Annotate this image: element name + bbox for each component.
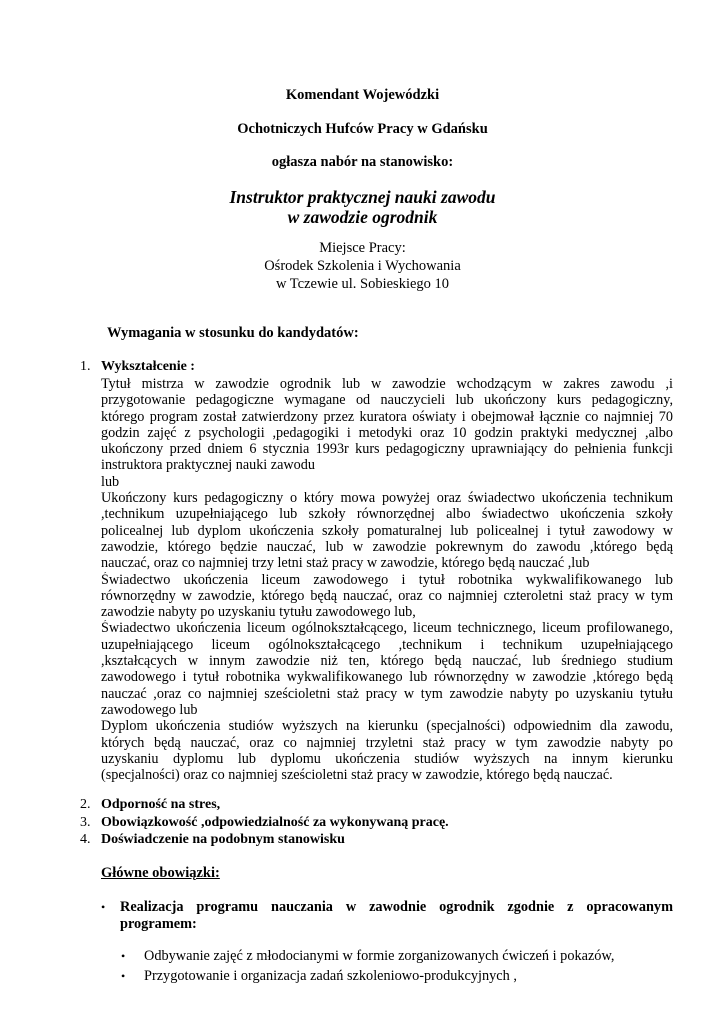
text-line: policealnej lub dyplom ukończenia szkoły pomaturalnej lub policealnej i tytuł zawodowy w bbox=[101, 522, 673, 539]
text-line: zawodowego i tytuł robotnika wykwalifikowanego lub równorzędny w zawodzie ,którego będą bbox=[101, 669, 673, 686]
text-line: uzyskaniu dyplomu lub dyplomu ukończenia studiów wyższych na innym kierunku bbox=[101, 750, 673, 767]
education-requirements-text bbox=[101, 376, 673, 783]
workplace-name: Ośrodek Szkolenia i Wychowania bbox=[264, 258, 461, 274]
list-number: 2. bbox=[80, 797, 91, 812]
text-line: (specjalności) oraz co najmniej sześcioletni staż pracy w zawodzie, którego będą nauczać. bbox=[101, 767, 613, 784]
text-line: Tytuł mistrza w zawodzie ogrodnik lub w zawodzie wchodzącym w zakres zawodu ,i bbox=[101, 376, 673, 392]
text-line: instruktora praktycznej nauki zawodu bbox=[101, 457, 315, 474]
text-line: Dyplom ukończenia studiów wyższych na kierunku (specjalności) odpowiednim dla zawodu, bbox=[101, 718, 673, 735]
bullet-icon: • bbox=[101, 900, 106, 914]
text-line: godzin zajęć z psychologii ,pedagogiki i metodyki oraz 10 godzin praktyki medycznej ,albo bbox=[101, 424, 673, 441]
list-number: 4. bbox=[80, 832, 91, 847]
bullet-icon: • bbox=[121, 949, 126, 963]
requirement-education-title: Wykształcenie : bbox=[101, 359, 195, 374]
duties-heading: Główne obowiązki: bbox=[101, 865, 220, 881]
text-line: przygotowanie pedagogiczne wymagane od nauczycieli lub ukończony kurs pedagogiczny, bbox=[101, 392, 673, 409]
bullet-icon: • bbox=[121, 969, 126, 983]
requirements-heading: Wymagania w stosunku do kandydatów: bbox=[107, 325, 359, 341]
text-line: Świadectwo ukończenia liceum zawodowego i tytuł robotnika wykwalifikowanego lub bbox=[101, 571, 673, 588]
text-line: ukończony przed dniem 6 stycznia 1993r kurs pedagogiczny uprawniający do pełnienia funkcji bbox=[101, 441, 673, 458]
duty-main-line1: Realizacja programu nauczania w zawodnie ogrodnik zgodnie z opracowanym bbox=[120, 899, 673, 915]
workplace-label: Miejsce Pracy: bbox=[319, 240, 406, 256]
requirement-experience: Doświadczenie na podobnym stanowisku bbox=[101, 832, 345, 847]
employer-title: Komendant Wojewódzki bbox=[285, 87, 440, 103]
announcement-line: ogłasza nabór na stanowisko: bbox=[271, 154, 454, 170]
job-title-line1: Instruktor praktycznej nauki zawodu bbox=[229, 187, 496, 207]
text-line: zawodowego lub bbox=[101, 701, 198, 718]
requirement-responsibility: Obowiązkowość ,odpowiedzialność za wykonywaną pracę. bbox=[101, 815, 449, 830]
text-line: Świadectwo ukończenia liceum ogólnokształcącego, liceum technicznego, liceum profilowanego, bbox=[101, 620, 673, 637]
list-number: 1. bbox=[80, 359, 91, 374]
duty-sub-item: Odbywanie zajęć z młodocianymi w formie zorganizowanych ćwiczeń i pokazów, bbox=[144, 948, 615, 964]
text-line: nauczać, oraz co najmniej trzy letni staż pracy w zawodzie, którego będą nauczać ,lub bbox=[101, 555, 590, 572]
list-number: 3. bbox=[80, 815, 91, 830]
duty-sub-item: Przygotowanie i organizacja zadań szkoleniowo-produkcyjnych , bbox=[144, 968, 517, 984]
text-line: ,kształcących w innym zawodzie niż ten, którego będą nauczać, lub średniego studium bbox=[101, 653, 673, 670]
workplace-address: w Tczewie ul. Sobieskiego 10 bbox=[275, 276, 450, 292]
employer-organization: Ochotniczych Hufców Pracy w Gdańsku bbox=[237, 121, 488, 137]
text-line: Ukończony kurs pedagogiczny o który mowa powyżej oraz świadectwo ukończenia technikum bbox=[101, 490, 673, 507]
text-line: ,technikum uzupełniającego lub szkoły równorzędnej albo świadectwo ukończenia szkoły bbox=[101, 506, 673, 523]
text-line: lub bbox=[101, 473, 120, 490]
text-line: równorzędny w zawodzie, którego będą nauczać, oraz co najmniej czteroletni staż pracy w tym bbox=[101, 587, 673, 604]
text-line: którego program został zatwierdzony przez kuratora oświaty i obejmował łącznie co najmniej 70 bbox=[101, 408, 673, 425]
text-line: uzupełniającego liceum ogólnokształcącego ,technikum i technikum uzupełniającego bbox=[101, 636, 673, 653]
requirement-stress-resistance: Odporność na stres, bbox=[101, 797, 221, 812]
text-line: zawodzie nabyty po uzyskaniu tytułu zawodowego lub, bbox=[101, 604, 416, 621]
text-line: których będą nauczać, oraz co najmniej trzyletni staż pracy w tym zawodzie nabyty po bbox=[101, 734, 673, 751]
job-title-line2: w zawodzie ogrodnik bbox=[287, 207, 438, 227]
text-line: nauczać ,oraz co najmniej sześcioletni staż pracy w tym zawodzie nabyty po uzyskaniu tytułu bbox=[101, 685, 673, 702]
text-line: zawodzie, którego będzie nauczać, lub w zawodzie pokrewnym do zawodu ,którego będą bbox=[101, 538, 673, 555]
duty-main-line2: programem: bbox=[120, 916, 197, 932]
